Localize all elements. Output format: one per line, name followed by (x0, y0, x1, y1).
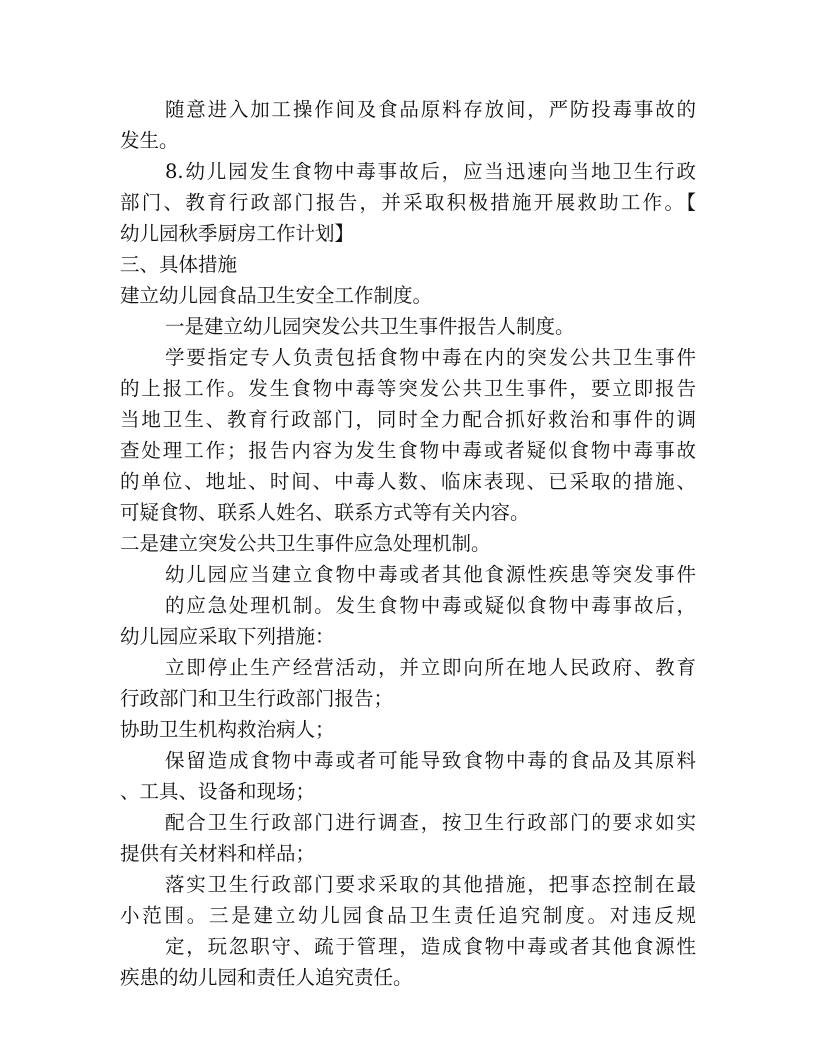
text-line: 可疑食物、联系人姓名、联系方式等有关内容。 (120, 501, 530, 524)
text-line: 二是建立突发公共卫生事件应急处理机制。 (120, 532, 491, 555)
text-line: 发生。 (120, 129, 179, 152)
text-line: 当地卫生、教育行政部门，同时全力配合抓好救治和事件的调 (120, 408, 696, 431)
text-line: 建立幼儿园食品卫生安全工作制度。 (120, 284, 433, 307)
text-line: 幼儿园应采取下列措施： (120, 625, 335, 648)
text-line: 小范围。三是建立幼儿园食品卫生责任追究制度。对违反规 (120, 904, 696, 927)
text-line: 三、具体措施 (120, 253, 238, 276)
text-line: 行政部门和卫生行政部门报告； (120, 687, 394, 710)
text-line: 配合卫生行政部门进行调查，按卫生行政部门的要求如实 (165, 811, 696, 834)
text-line: 部门、教育行政部门报告，并采取积极措施开展救助工作。【 (120, 191, 696, 214)
text-line: 一是建立幼儿园突发公共卫生事件报告人制度。 (165, 315, 575, 338)
text-line: 的上报工作。发生食物中毒等突发公共卫生事件，要立即报告 (120, 377, 696, 400)
text-line: 幼儿园应当建立食物中毒或者其他食源性疾患等突发事件 (165, 563, 696, 586)
text-line: 提供有关材料和样品； (120, 842, 316, 865)
text-line: 幼儿园秋季厨房工作计划】 (120, 222, 355, 245)
text-line: 8.幼儿园发生食物中毒事故后，应当迅速向当地卫生行政 (165, 160, 696, 183)
text-line: 、工具、设备和现场； (120, 780, 316, 803)
text-line: 查处理工作；报告内容为发生食物中毒或者疑似食物中毒事故 (120, 439, 696, 462)
text-line: 落实卫生行政部门要求采取的其他措施，把事态控制在最 (165, 873, 696, 896)
text-line: 学要指定专人负责包括食物中毒在内的突发公共卫生事件 (165, 346, 696, 369)
text-line: 协助卫生机构救治病人； (120, 718, 335, 741)
text-line: 定，玩忽职守、疏于管理，造成食物中毒或者其他食源性 (165, 935, 696, 958)
text-line: 疾患的幼儿园和责任人追究责任。 (120, 966, 413, 989)
text-line: 保留造成食物中毒或者可能导致食物中毒的食品及其原料 (165, 749, 696, 772)
text-line: 随意进入加工操作间及食品原料存放间，严防投毒事故的 (165, 98, 696, 121)
text-line: 的应急处理机制。发生食物中毒或疑似食物中毒事故后， (165, 594, 696, 617)
text-line: 的单位、地址、时间、中毒人数、临床表现、已采取的措施、 (120, 470, 696, 493)
text-line: 立即停止生产经营活动，并立即向所在地人民政府、教育 (165, 656, 696, 679)
